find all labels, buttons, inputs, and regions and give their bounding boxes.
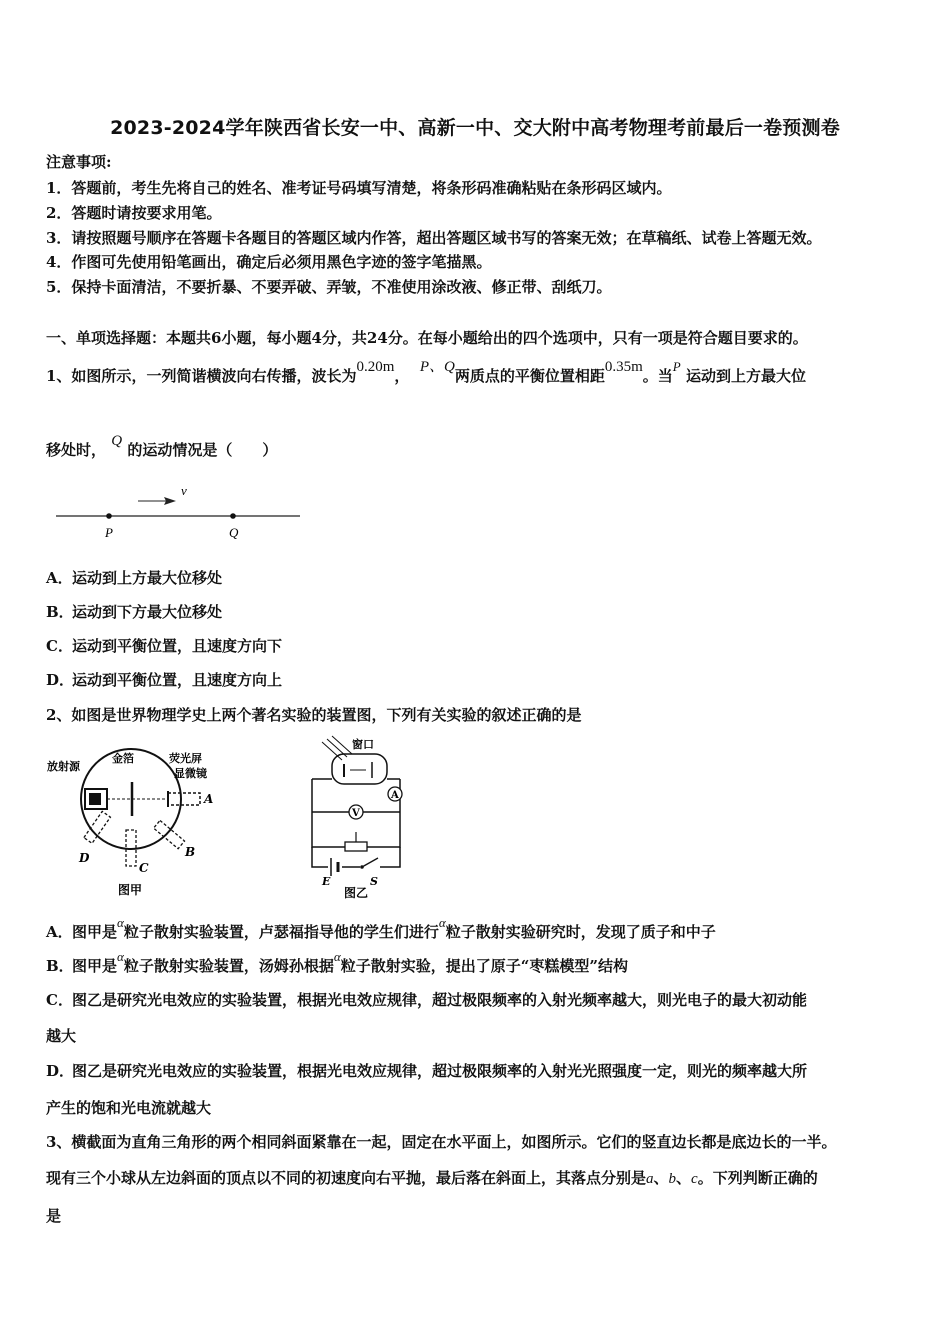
q1-text: 移处时， <box>46 441 107 459</box>
microscope-label: 显微镜 <box>174 767 207 780</box>
q1-option-b: B．运动到下方最大位移处 <box>46 603 223 621</box>
ammeter-label: A <box>391 790 399 801</box>
light-ray <box>332 736 352 754</box>
q1-text: 两质点的平衡位置相距 <box>454 367 605 385</box>
q2-option-a: A．图甲是α粒子散射实验装置，卢瑟福指导他的学生们进行α粒子散射实验研究时，发现了质子和中子 <box>46 915 716 941</box>
q2-option-b: B．图甲是α粒子散射实验装置，汤姆孙根据α粒子散射实验，提出了原子“枣糕模型”结构 <box>46 949 628 975</box>
q1-distance: 0.35m <box>604 359 643 375</box>
rheostat <box>345 842 367 851</box>
q2-option-d: D．图乙是研究光电效应的实验装置，根据光电效应规律，超过极限频率的入射光光照强度一定，则光的频率越大所 <box>46 1062 808 1080</box>
notice-item: 1．答题前，考生先将自己的姓名、准考证号码填写清楚，将条形码准确粘贴在条形码区域内。 <box>46 179 672 197</box>
foil-label: 金箔 <box>112 752 134 765</box>
photoelectric-figure <box>300 732 420 904</box>
q1-pq: P、Q <box>419 359 455 375</box>
alpha-scattering-figure <box>44 744 244 904</box>
label-b: B <box>185 845 196 859</box>
microscope-b <box>154 820 185 848</box>
notice-item: 4．作图可先使用铅笔画出，确定后必须用黑色字迹的签字笔描黑。 <box>46 253 492 271</box>
question-1-stem-cont <box>46 433 910 461</box>
label-c: C <box>139 861 149 875</box>
question-3-stem-cont: 现有三个小球从左边斜面的顶点以不同的初速度向右平抛，最后落在斜面上，其落点分别是a、b、c。下列判断正确的 <box>46 1169 818 1187</box>
voltmeter-label: V <box>352 808 360 819</box>
question-2-stem: 2、如图是世界物理学史上两个著名实验的装置图，下列有关实验的叙述正确的是 <box>46 706 582 724</box>
question-3-stem: 3、横截面为直角三角形的两个相同斜面紧靠在一起，固定在水平面上，如图所示。它们的竖直边长都是底边长的一半。 <box>46 1133 837 1151</box>
window-label: 窗口 <box>352 738 374 751</box>
source-label: 放射源 <box>47 760 80 773</box>
notice-heading: 注意事项: <box>46 153 112 171</box>
velocity-label: v <box>181 483 187 498</box>
q1-text: 。当 <box>642 367 673 385</box>
question-3-stem-end: 是 <box>46 1207 62 1225</box>
radioactive-source <box>89 793 101 805</box>
q2-option-c-cont: 越大 <box>46 1027 77 1045</box>
q1-option-a: A．运动到上方最大位移处 <box>46 569 223 587</box>
q1-option-d: D．运动到平衡位置，且速度方向上 <box>46 671 283 689</box>
figure-b-caption: 图乙 <box>344 886 369 900</box>
point-q-label: Q <box>229 525 239 540</box>
q1-q: Q <box>111 433 123 449</box>
point-p-label: P <box>105 525 113 540</box>
page-title: 2023-2024学年陕西省长安一中、高新一中、交大附中高考物理考前最后一卷预测卷 <box>110 117 840 139</box>
q1-text: 的运动情况是（ ） <box>127 441 278 459</box>
figure-a-caption: 图甲 <box>118 883 143 897</box>
switch-label: S <box>370 875 378 888</box>
q1-comma: ， <box>394 367 410 385</box>
battery-gap <box>328 860 342 874</box>
screen-label: 荧光屏 <box>169 752 202 765</box>
point-q <box>230 513 236 519</box>
q1-option-c: C．运动到平衡位置，且速度方向下 <box>46 637 283 655</box>
notice-item: 2．答题时请按要求用笔。 <box>46 204 222 222</box>
label-d: D <box>79 851 90 865</box>
q2-option-d-cont: 产生的饱和光电流就越大 <box>46 1099 212 1117</box>
section-heading: 一、单项选择题：本题共6小题，每小题4分，共24分。在每小题给出的四个选项中，只有一项是符合题目要求的。 <box>46 329 808 347</box>
q1-p: P <box>672 359 681 374</box>
wave-figure <box>50 478 310 546</box>
q1-text: 1、如图所示，一列简谐横波向右传播，波长为 <box>46 367 357 385</box>
label-a: A <box>204 792 214 806</box>
light-ray <box>322 742 342 760</box>
notice-item: 3．请按照题号顺序在答题卡各题目的答题区域内作答，超出答题区域书写的答案无效；在草稿纸、试卷上答题无效。 <box>46 229 822 247</box>
microscope-a <box>168 793 200 805</box>
battery-label: E <box>322 875 331 888</box>
question-1-stem <box>46 359 910 387</box>
microscope-d <box>84 811 111 843</box>
q1-text: 运动到上方最大位 <box>685 367 806 385</box>
point-p <box>106 513 112 519</box>
q1-wavelength: 0.20m <box>356 359 395 375</box>
notice-item: 5．保持卡面清洁，不要折暴、不要弄破、弄皱，不准使用涂改液、修正带、刮纸刀。 <box>46 278 612 296</box>
q2-option-c: C．图乙是研究光电效应的实验装置，根据光电效应规律，超过极限频率的入射光频率越大，则光电子的最大初动能 <box>46 991 808 1009</box>
